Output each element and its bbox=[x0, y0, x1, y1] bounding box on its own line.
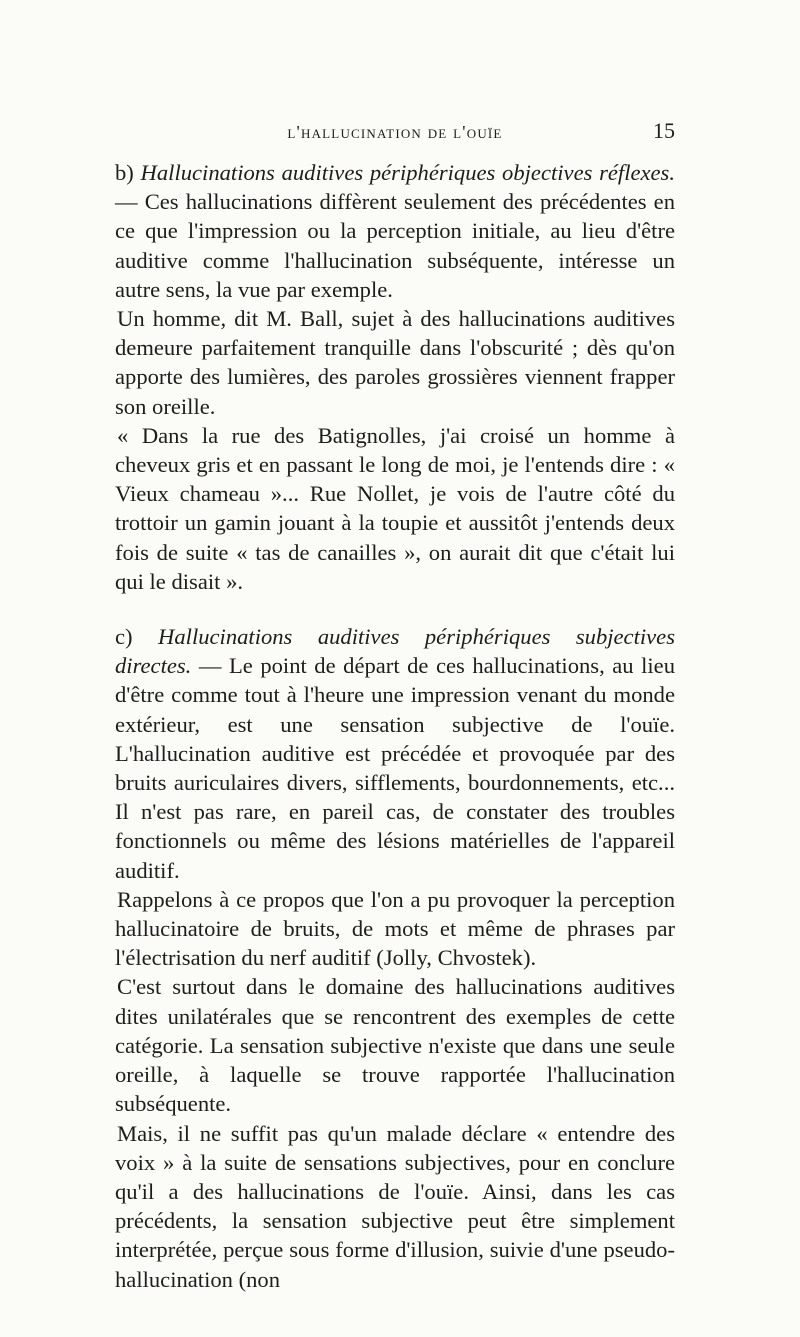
paragraph: Rappelons à ce propos que l'on a pu provoquer la perception hallucinatoire de bruits, de mots et même de phrases par l'électrisation du nerf auditif (Jolly, Chvostek). bbox=[115, 886, 675, 971]
paragraph: Mais, il ne suffit pas qu'un malade déclare « entendre des voix » à la suite de sensations subjectives, pour en conclure qu'il a des hallucinations de l'ouïe. Ainsi, dans les cas précédents, la sensation subjective peut être simplement interprétée, perçue sous forme d'illusion, suivie d'une pseudo-hallucination (non bbox=[115, 1120, 675, 1292]
page-header bbox=[115, 116, 675, 146]
section-b-marker: b) bbox=[115, 160, 134, 185]
paragraph: C'est surtout dans le domaine des hallucinations auditives dites unilatérales que se rencontrent des exemples de cette catégorie. La sensation subjective n'existe que dans une seule oreille, à laquelle se trouve rapportée l'hallucination subséquente. bbox=[115, 974, 675, 1117]
section-b-text: — Ces hallucinations diffèrent seulement des précédentes en ce que l'impression ou la perception initiale, au lieu d'être auditive comme l'hallucination subséquente, intéresse un autre sens, la vue par exemple. bbox=[115, 189, 675, 302]
paragraph: « Dans la rue des Batignolles, j'ai croisé un homme à cheveux gris et en passant le long de moi, je l'entends dire : « Vieux chameau »... Rue Nollet, je vois de l'autre côté du trottoir un gamin jouant à la toupie et aussitôt j'entends deux fois de suite « tas de canailles », on aurait dit que c'était lui qui le disait ». bbox=[115, 422, 675, 594]
section-c-marker: c) bbox=[115, 624, 133, 650]
page-number: 15 bbox=[653, 118, 675, 143]
running-title: l'hallucination de l'ouïe bbox=[287, 122, 503, 142]
section-c-title: Hallucinations auditives périphériques subjectives directes. bbox=[115, 624, 675, 679]
section-b-paragraph bbox=[115, 158, 675, 304]
paragraph: Un homme, dit M. Ball, sujet à des hallucinations auditives demeure parfaitement tranquille dans l'obscurité ; dès qu'on apporte des lumières, des paroles grossières viennent frapper son oreille. bbox=[115, 306, 675, 419]
section-c-text: — Le point de départ de ces hallucinations, au lieu d'être comme tout à l'heure une impression venant du monde extérieur, est une sensation subjective de l'ouïe. L'hallucination auditive est précédée et provoquée par des bruits auriculaires divers, sifflements, bourdonnements, etc... Il n'est pas rare, en pareil cas, de constater des troubles fonctionnels ou même des lésions matérielles de l'appareil auditif. bbox=[115, 653, 675, 883]
body-text bbox=[115, 158, 675, 1294]
section-c-paragraph bbox=[115, 622, 675, 885]
section-b-title: Hallucinations auditives périphériques objectives réflexes. bbox=[140, 160, 675, 185]
